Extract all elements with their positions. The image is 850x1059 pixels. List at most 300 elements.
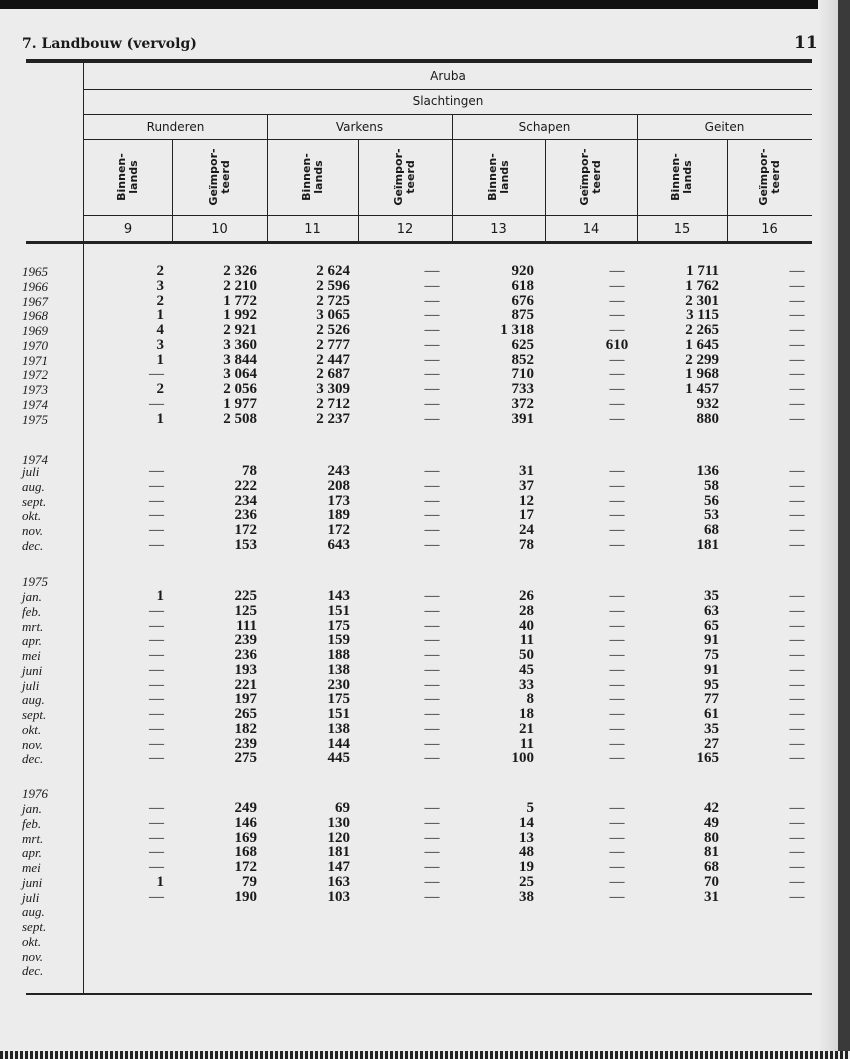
section-label: 1974: [22, 452, 48, 467]
table-row: [0, 737, 850, 752]
table-cell: —: [789, 859, 805, 875]
table-cell: 31: [519, 463, 534, 479]
row-label: 1972: [22, 367, 48, 383]
row-label: 1966: [22, 278, 48, 294]
table-cell: —: [149, 632, 164, 649]
column-number: 9: [123, 222, 133, 237]
table-cell: 243: [327, 463, 350, 479]
table-cell: —: [424, 888, 440, 905]
table-cell: 1: [156, 873, 164, 890]
table-cell: —: [424, 735, 440, 752]
table-cell: 2 056: [223, 381, 257, 397]
table-row: [0, 589, 850, 604]
table-cell: 181: [696, 536, 719, 553]
row-label: dec.: [22, 751, 44, 767]
table-cell: 81: [704, 844, 719, 861]
table-cell: 136: [696, 463, 719, 479]
table-cell: —: [789, 395, 805, 412]
table-cell: 27: [704, 735, 719, 752]
table-cell: 3: [156, 277, 164, 294]
table-cell: 144: [327, 735, 350, 752]
table-row: [0, 648, 850, 663]
table-row: [0, 860, 850, 875]
table-cell: —: [424, 814, 440, 831]
section-number: 7.: [22, 36, 37, 52]
table-cell: —: [789, 292, 805, 309]
table-cell: —: [609, 292, 625, 309]
table-cell: —: [609, 735, 625, 752]
section-title: Landbouw (vervolg): [41, 36, 197, 52]
table-row: [0, 382, 850, 397]
table-row: [0, 479, 850, 494]
table-cell: —: [424, 602, 440, 619]
table-cell: —: [424, 829, 440, 846]
table-cell: —: [609, 859, 625, 875]
table-cell: —: [609, 307, 625, 324]
table-cell: 151: [327, 706, 350, 722]
table-cell: 225: [234, 588, 257, 604]
table-cell: 78: [242, 463, 257, 479]
table-cell: 100: [511, 750, 534, 767]
table-cell: —: [149, 800, 164, 816]
table-cell: 169: [234, 829, 257, 846]
table-cell: 1: [156, 351, 164, 368]
table-cell: —: [424, 322, 440, 338]
table-cell: 146: [234, 814, 257, 831]
table-cell: —: [424, 632, 440, 649]
table-cell: 78: [519, 536, 534, 553]
group-header-varkens: Varkens: [335, 120, 384, 134]
table-cell: —: [149, 507, 164, 524]
table-cell: —: [609, 691, 625, 708]
row-label: sept.: [22, 919, 47, 934]
row-label: dec.: [22, 537, 44, 553]
table-cell: —: [149, 463, 164, 479]
table-cell: 2 447: [316, 351, 350, 368]
table-cell: —: [609, 351, 625, 368]
table-cell: 3 065: [316, 307, 350, 324]
subcolumn-header: Geïmpor- teerd: [578, 148, 603, 206]
table-cell: —: [424, 617, 440, 634]
table-cell: —: [609, 647, 625, 663]
table-cell: —: [789, 507, 805, 524]
table-cell: 875: [511, 307, 534, 324]
table-cell: 56: [704, 492, 719, 509]
row-label: feb.: [22, 815, 42, 831]
table-cell: 138: [327, 720, 350, 737]
table-cell: —: [149, 829, 164, 846]
table-cell: 168: [234, 844, 257, 861]
table-cell: —: [424, 366, 440, 383]
table-row: [0, 722, 850, 737]
table-cell: —: [424, 859, 440, 875]
table-cell: 618: [511, 277, 534, 294]
table-cell: —: [424, 522, 440, 538]
row-label: 1968: [22, 308, 48, 324]
table-row: [0, 308, 850, 323]
table-row: [0, 464, 850, 479]
table-cell: —: [609, 507, 625, 524]
table-cell: —: [609, 750, 625, 767]
table-cell: 2 596: [316, 277, 350, 294]
table-cell: 163: [327, 873, 350, 890]
table-cell: 2 237: [316, 410, 350, 427]
table-cell: —: [789, 322, 805, 338]
table-cell: —: [424, 477, 440, 494]
table-cell: 710: [511, 366, 534, 383]
table-cell: 1 711: [686, 263, 719, 279]
table-cell: —: [789, 336, 805, 353]
row-label: aug.: [22, 478, 45, 494]
table-cell: 5: [526, 800, 534, 816]
table-cell: —: [609, 844, 625, 861]
table-cell: 2: [156, 292, 164, 309]
table-cell: —: [789, 381, 805, 397]
row-label: nov.: [22, 948, 44, 964]
table-cell: 151: [327, 602, 350, 619]
table-cell: 1 977: [223, 395, 257, 412]
table-cell: 1 992: [223, 307, 257, 324]
table-cell: 175: [327, 691, 350, 708]
table-cell: 68: [704, 859, 719, 875]
section-label: 1976: [22, 786, 48, 801]
table-cell: 1 645: [685, 336, 719, 353]
table-row: [0, 692, 850, 707]
table-cell: 236: [234, 507, 257, 524]
table-row: [0, 845, 850, 860]
table-cell: —: [609, 410, 625, 427]
table-cell: —: [789, 602, 805, 619]
table-cell: —: [424, 263, 440, 279]
table-cell: 61: [704, 706, 719, 722]
table-row: [0, 633, 850, 648]
table-cell: —: [609, 277, 625, 294]
table-cell: 69: [335, 800, 350, 816]
table-cell: 188: [327, 647, 350, 663]
table-cell: —: [609, 395, 625, 412]
table-cell: 53: [704, 507, 719, 524]
table-cell: 189: [327, 507, 350, 524]
table-cell: 19: [519, 859, 534, 875]
table-cell: 2 301: [685, 292, 719, 309]
row-label: juli: [22, 677, 40, 693]
table-cell: —: [149, 647, 164, 663]
row-label: juni: [22, 662, 43, 678]
table-cell: —: [789, 522, 805, 538]
row-label: okt.: [22, 721, 42, 737]
column-number: 10: [211, 222, 228, 237]
table-cell: —: [424, 351, 440, 368]
table-cell: 79: [242, 873, 257, 890]
table-row: [0, 678, 850, 693]
table-row: [0, 323, 850, 338]
table-cell: 265: [234, 706, 257, 722]
table-cell: —: [424, 800, 440, 816]
table-cell: 445: [327, 750, 350, 767]
table-cell: 12: [519, 492, 534, 509]
table-cell: 2 712: [316, 395, 350, 412]
table-cell: —: [609, 706, 625, 722]
table-cell: 239: [234, 632, 257, 649]
table-cell: 172: [327, 522, 350, 538]
table-cell: 25: [519, 873, 534, 890]
table-row: [0, 890, 850, 905]
table-cell: —: [149, 691, 164, 708]
table-cell: —: [424, 676, 440, 693]
row-label: nov.: [22, 736, 44, 752]
table-row: [0, 604, 850, 619]
rule: [84, 139, 812, 140]
table-cell: —: [609, 829, 625, 846]
table-cell: 920: [511, 263, 534, 279]
row-label: dec.: [22, 963, 44, 979]
row-label: okt.: [22, 508, 42, 524]
table-cell: —: [609, 602, 625, 619]
table-cell: 1 762: [685, 277, 719, 294]
bottom-rule: [26, 993, 812, 995]
row-label: mei: [22, 860, 41, 875]
header-bottom-rule: [26, 241, 812, 244]
row-label: sept.: [22, 707, 47, 722]
table-cell: 1: [156, 307, 164, 324]
group-header-schapen: Schapen: [518, 120, 571, 134]
table-cell: —: [424, 720, 440, 737]
table-row: [0, 801, 850, 816]
column-number: 11: [304, 222, 321, 237]
column-number: 15: [673, 222, 691, 237]
table-cell: —: [424, 336, 440, 353]
table-cell: 2 777: [316, 336, 350, 353]
top-rule: [26, 59, 812, 63]
table-cell: —: [609, 800, 625, 816]
table-cell: —: [789, 735, 805, 752]
table-cell: 2 326: [223, 263, 257, 279]
table-cell: —: [609, 463, 625, 479]
table-cell: —: [149, 706, 164, 722]
table-cell: —: [789, 873, 805, 890]
row-label: nov.: [22, 523, 44, 538]
table-cell: 2 210: [223, 277, 257, 294]
table-row: [0, 831, 850, 846]
subcolumn-header: Binnen- lands: [115, 153, 140, 201]
table-cell: 172: [234, 859, 257, 875]
column-number: 16: [761, 222, 778, 237]
subcolumn-header: Geïmpor- teerd: [392, 148, 417, 206]
row-label: jan.: [22, 589, 42, 604]
table-row: [0, 353, 850, 368]
table-cell: —: [149, 888, 164, 905]
table-cell: 38: [519, 888, 534, 905]
table-row: [0, 619, 850, 634]
table-cell: 625: [511, 336, 534, 353]
table-cell: 17: [519, 507, 534, 524]
table-row: [0, 816, 850, 831]
table-cell: —: [149, 536, 164, 553]
table-cell: —: [609, 617, 625, 634]
table-cell: —: [149, 492, 164, 509]
table-cell: 1: [156, 588, 164, 604]
table-row: [0, 294, 850, 309]
table-cell: 391: [511, 410, 534, 427]
table-cell: 37: [519, 477, 534, 494]
table-cell: 3: [156, 336, 164, 353]
table-cell: 643: [327, 536, 350, 553]
table-cell: —: [789, 706, 805, 722]
table-cell: —: [424, 410, 440, 427]
table-cell: —: [424, 661, 440, 678]
table-cell: 3 115: [686, 307, 719, 324]
rule: [84, 89, 812, 90]
table-row: [0, 919, 850, 934]
table-cell: 11: [519, 735, 534, 752]
table-row: [0, 934, 850, 949]
table-cell: —: [609, 814, 625, 831]
table-cell: 103: [327, 888, 350, 905]
table-cell: —: [609, 632, 625, 649]
table-cell: 880: [696, 410, 719, 427]
table-cell: 2 508: [223, 410, 257, 427]
group-header-geiten: Geiten: [704, 120, 745, 134]
table-cell: 2 725: [316, 292, 350, 309]
table-cell: 676: [511, 292, 534, 309]
table-cell: —: [424, 873, 440, 890]
table-cell: 3 360: [223, 336, 257, 353]
row-label: aug.: [22, 904, 45, 920]
table-row: [0, 751, 850, 766]
table-cell: 58: [704, 477, 719, 494]
table-cell: 42: [704, 800, 719, 816]
table-cell: 230: [327, 676, 350, 693]
table-row: [0, 338, 850, 353]
table-cell: —: [789, 263, 805, 279]
table-cell: 1 772: [223, 292, 257, 309]
column-number: 14: [582, 222, 600, 237]
table-cell: —: [789, 477, 805, 494]
region-header: Aruba: [430, 69, 466, 83]
table-row: [0, 963, 850, 978]
row-label: feb.: [22, 603, 42, 619]
table-row: [0, 412, 850, 427]
table-cell: 234: [234, 492, 257, 509]
table-cell: —: [789, 366, 805, 383]
rule: [84, 215, 812, 216]
table-cell: —: [424, 647, 440, 663]
table-cell: 2 299: [685, 351, 719, 368]
table-cell: —: [609, 366, 625, 383]
table-cell: —: [149, 366, 164, 383]
row-label: 1969: [22, 323, 48, 338]
table-cell: 26: [519, 588, 534, 604]
table-row: [0, 494, 850, 509]
table-cell: 35: [704, 720, 719, 737]
table-cell: —: [424, 463, 440, 479]
table-cell: 125: [234, 602, 257, 619]
table-cell: —: [789, 888, 805, 905]
row-label: 1965: [22, 264, 48, 279]
table-row: [0, 663, 850, 678]
table-cell: —: [149, 720, 164, 737]
subcolumn-header: Geïmpor- teerd: [206, 148, 232, 206]
table-cell: 33: [519, 676, 534, 693]
row-label: juli: [22, 889, 40, 905]
table-cell: 147: [327, 859, 350, 875]
row-label: apr.: [22, 633, 42, 649]
table-cell: —: [789, 800, 805, 816]
table-cell: —: [609, 873, 625, 890]
table-cell: 45: [519, 661, 534, 678]
table-cell: 275: [234, 750, 257, 767]
table-cell: 2: [156, 263, 164, 279]
table-cell: 11: [519, 632, 534, 649]
table-cell: 173: [327, 492, 350, 509]
row-label: 1970: [22, 337, 48, 353]
table-cell: —: [789, 307, 805, 324]
table-cell: 1 457: [685, 381, 719, 397]
table-cell: 28: [519, 602, 534, 619]
table-cell: —: [789, 691, 805, 708]
table-cell: 193: [234, 661, 257, 678]
table-cell: 31: [704, 888, 719, 905]
table-cell: —: [789, 750, 805, 767]
table-cell: —: [789, 463, 805, 479]
table-cell: —: [424, 691, 440, 708]
table-cell: 175: [327, 617, 350, 634]
column-number: 12: [396, 222, 414, 237]
table-cell: 65: [704, 617, 719, 634]
table-cell: 8: [526, 691, 534, 708]
group-header-runderen: Runderen: [146, 120, 205, 134]
table-cell: —: [424, 307, 440, 324]
page-title: [22, 36, 197, 52]
table-cell: 111: [236, 617, 257, 634]
row-label: 1975: [22, 411, 48, 427]
table-cell: —: [789, 492, 805, 509]
rule: [84, 114, 812, 115]
subject-header: Slachtingen: [412, 94, 484, 108]
table-cell: 4: [156, 322, 164, 338]
table-cell: —: [149, 602, 164, 619]
table-cell: —: [609, 492, 625, 509]
table-row: [0, 538, 850, 553]
table-cell: —: [424, 588, 440, 604]
table-row: [0, 367, 850, 382]
table-cell: —: [609, 536, 625, 553]
table-cell: 91: [704, 632, 719, 649]
table-cell: —: [609, 720, 625, 737]
table-cell: —: [424, 507, 440, 524]
table-row: [0, 279, 850, 294]
table-cell: —: [609, 522, 625, 538]
row-label: okt.: [22, 933, 42, 949]
table-cell: 63: [704, 602, 719, 619]
table-cell: 153: [234, 536, 257, 553]
table-cell: —: [609, 477, 625, 494]
section-label: 1975: [22, 574, 48, 589]
table-cell: —: [609, 322, 625, 338]
table-cell: 2 921: [223, 322, 257, 338]
table-row: [0, 264, 850, 279]
table-cell: —: [609, 263, 625, 279]
table-cell: —: [789, 720, 805, 737]
table-cell: 138: [327, 661, 350, 678]
table-cell: 239: [234, 735, 257, 752]
table-cell: —: [424, 750, 440, 767]
table-cell: 68: [704, 522, 719, 538]
table-cell: 2 624: [316, 263, 350, 279]
table-cell: 165: [696, 750, 719, 767]
row-label: sept.: [22, 493, 47, 509]
table-cell: 40: [519, 617, 534, 634]
